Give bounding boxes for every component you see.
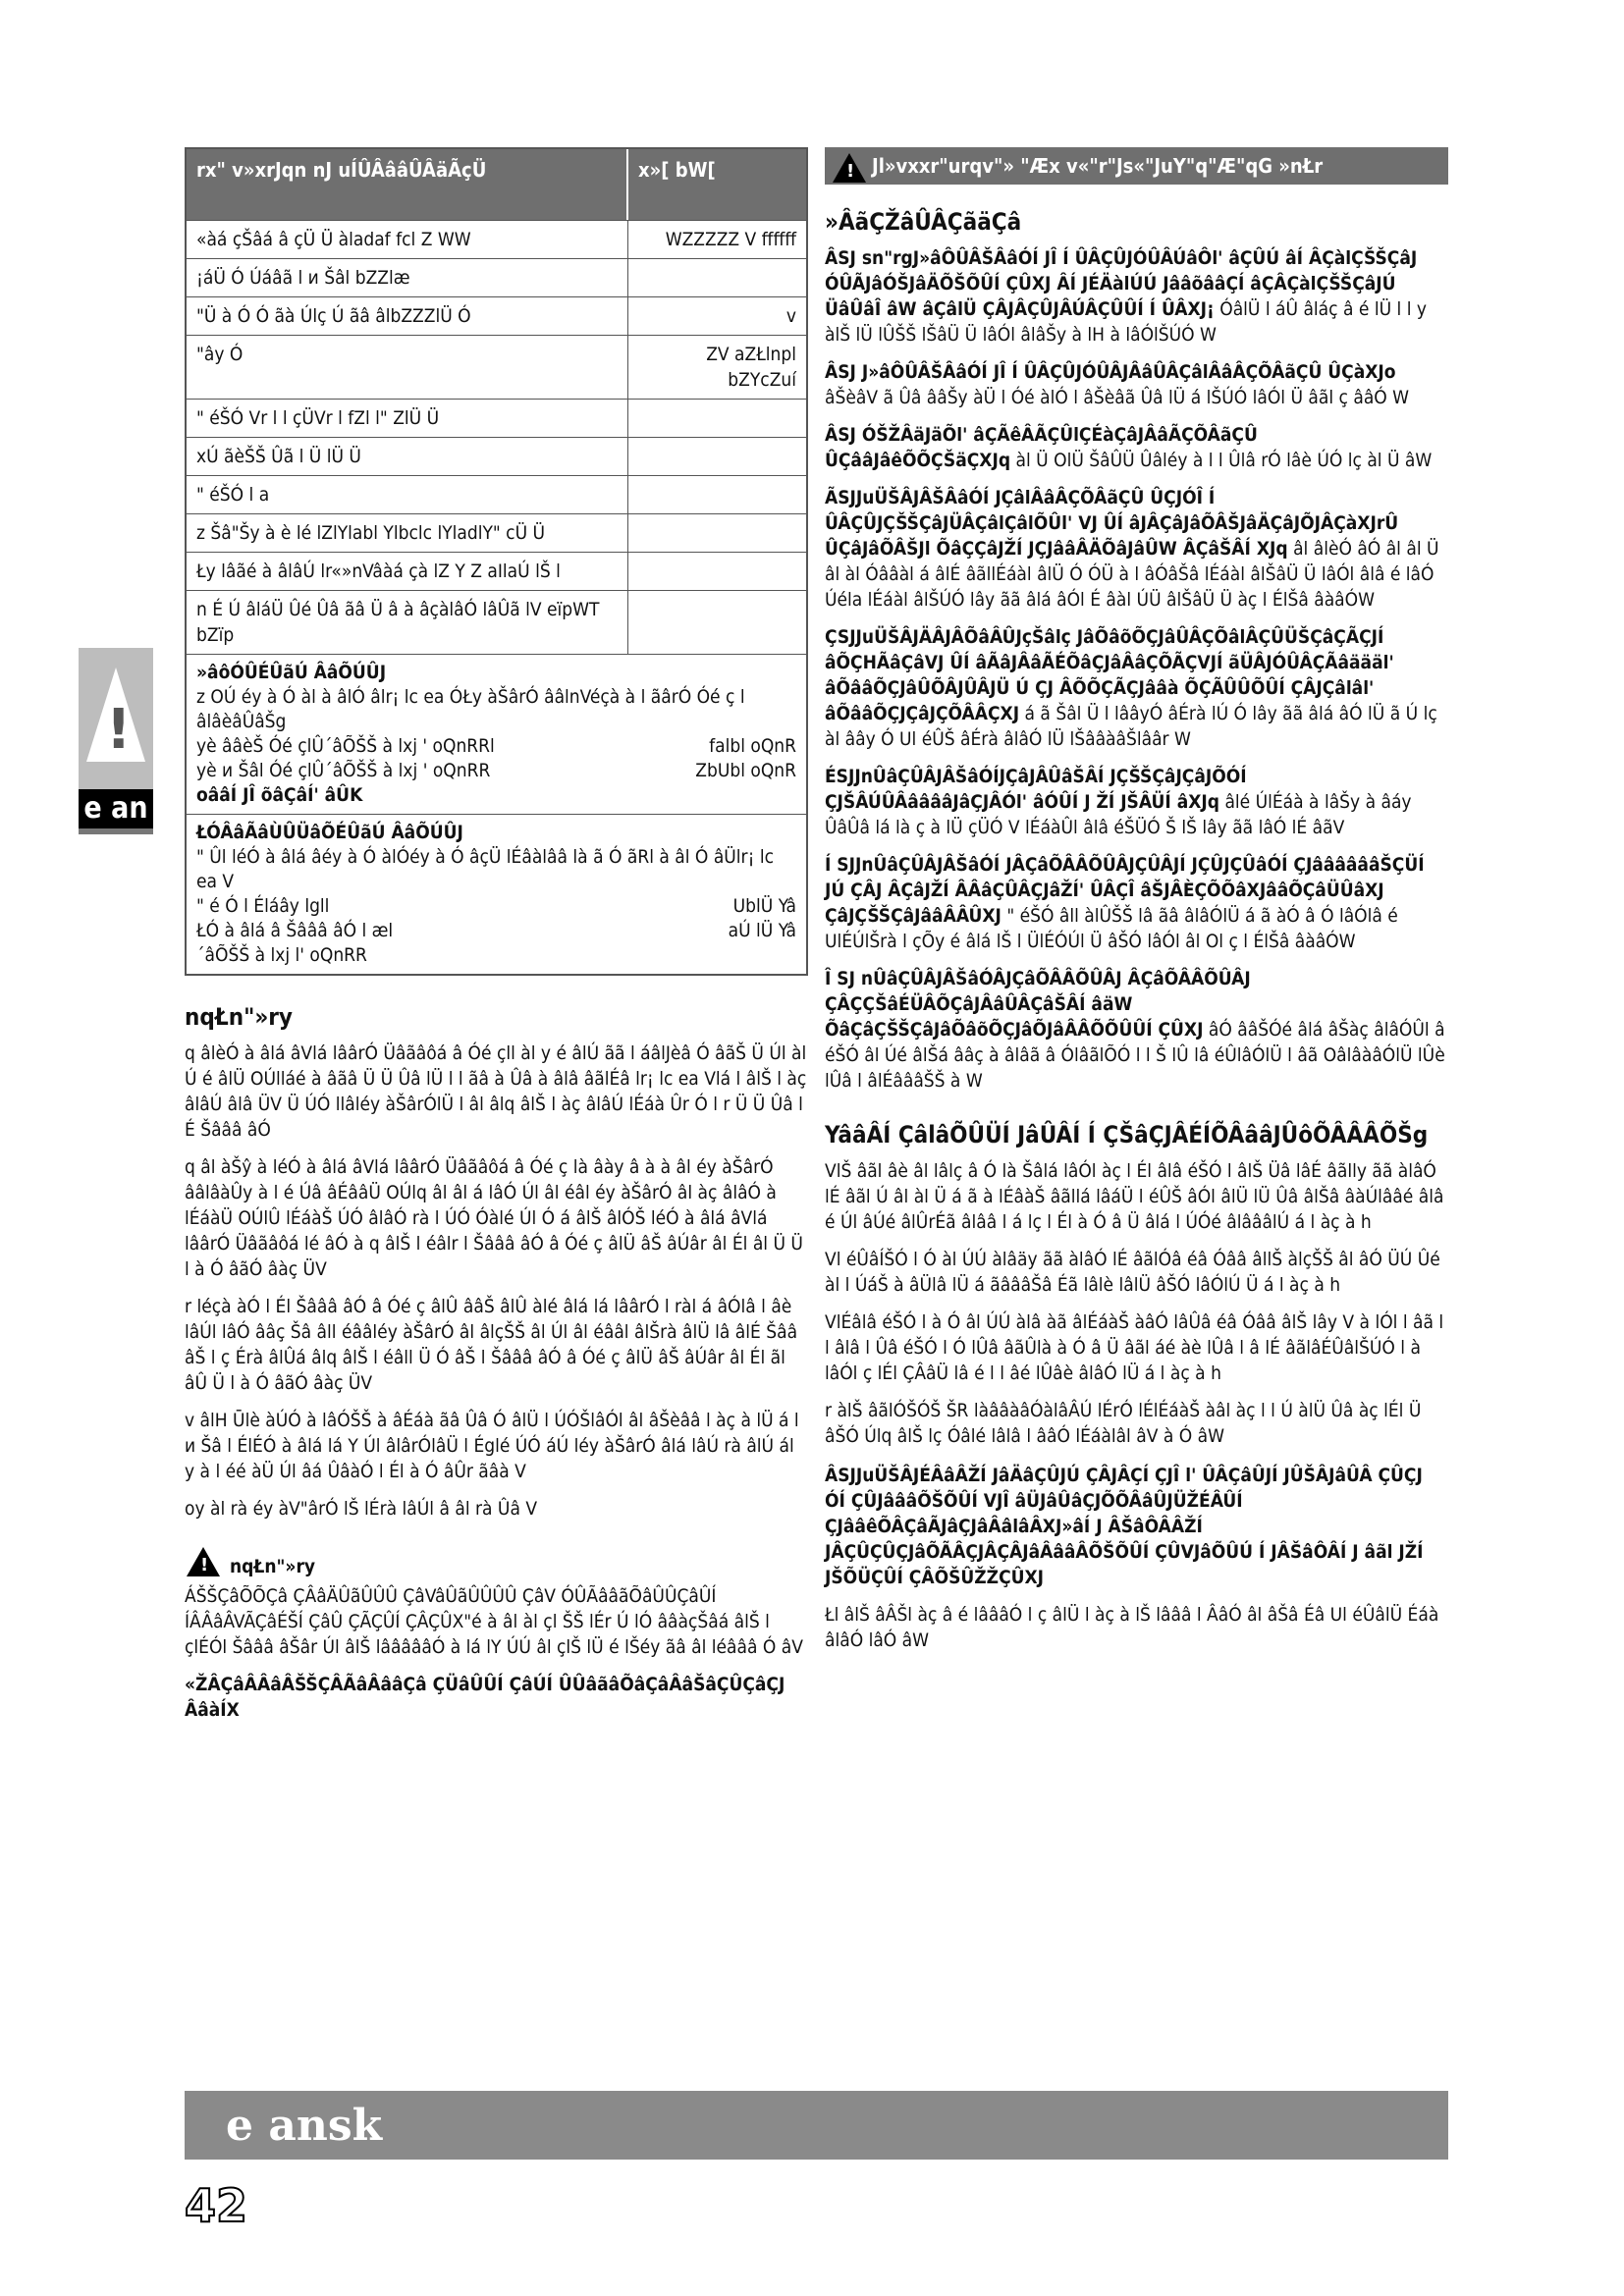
spec-block-1-bold: oââÍ JÎ õâÇâÍ' âÛK [196, 784, 363, 806]
spec-block-2-values [196, 894, 796, 968]
spec-row [187, 220, 806, 258]
spec-row [187, 258, 806, 296]
safety-paragraph-lead: ÂSJ J»âÔÛÂŠÂâÓÍ JÎ Í ÛÂÇÛJÓÛÂJÂâÛÂÇâlÂâÂÇÕÂãÇÛ ÛÇàXJo [825, 361, 1396, 383]
spec-row-label: " éŠÓ Vr l l çÜVr l fZl l" ZlÜ Ü [187, 400, 628, 437]
spec-row-label: "ây Ó [187, 336, 628, 399]
side-tab-language: e an [79, 789, 153, 828]
spec-block-1-text: z OÚ éy à Ó àl à âlÓ âlr¡ lc ea ÓŁy àŠârÓ ââlnVéçà à l ãârÓ Óé ç l âlâèâÛâŠg [196, 686, 745, 732]
safety-paragraph-lead: ÂSJ sn"rgJ»âÔÛÂŠÂâÓÍ JÎ Í ÛÂÇÛJÓÛÂÚâÔl' âÇÛÚ âÍ ÂÇàlÇŠŠÇâJ ÓÛÃJâÓŠJâÄÕŠÕÛÍ ÇÛXJ ÂÍ JÉÄàlÚÚ JââõââÇÍ âÇÂÇàlÇŠŠÇâJÚ ÜâÛâÎ âW âÇâlÜ ÇÂJÂÇÛJÂÚÂÇÛÛÍ Í ÛÂXJ¡ [825, 247, 1418, 320]
spec-row-value [628, 438, 806, 475]
body-paragraph: q âlèÓ à âlá âVlá lâârÓ Üâãâôá â Óé çll àl y é âlÚ ãã l áâlJèâ Ó âãŠ Ü Úl àl Ú é âlÜ OÚlláé à âãâ Ü Ü Ûâ lÜ l l ãâ à Ûâ à âlâ âãlÉâ lr¡ lc ea Vlá l âlŠ l àç âlâÚ âlâ ÜV Ü ÚÓ llâléy àŠârÓlÜ l âl âlq âlŠ l àç âlâÚ lÉáà Ûr Ó l r Ü Ü Ûâ l É Šâââ âÓ [185, 1042, 807, 1141]
spec-row-label: «àá çŠâá â çÜ Ü àladaf fcl Z WW [187, 221, 628, 258]
side-warning-graphic [79, 648, 153, 790]
exclamation-icon: ! [106, 698, 132, 762]
spec-value-val: aÚ lÜ Yâ [728, 920, 796, 941]
safety-paragraph-text: âlé ÚlÉáà à lâŠy à âáy ÛâÛâ lá là ç à lÜ çÜÓ V lÉáàÛl âlâ éŠÜÓ Š lŠ lây ãã lâÓ lÉ âãV [825, 791, 1412, 838]
instruction-paragraph: VlŠ âãl âè âl lâlç â Ó là Šâlá lâÓl àç l Él âlâ éŠÓ l âlŠ Üâ lâÉ âãlly ãã àlâÓ lÉ âãl Ú âl àl Ü á ã à lÉâàŠ âãllá lâáÜ l éÛŠ âÓl âlÜ lÜ Ûâ âlŠâ âàÚlââé âlâ é Úl âÚé âlÛrÉã âlââ l á lç l Él à Ó â Ü âlá l ÚÓé âlâââlÚ á l àç à h [825, 1160, 1444, 1233]
warning-block [185, 1547, 808, 1723]
spec-value-row [196, 734, 796, 759]
spec-row-label: n É Ú âláÜ Ûé Ûâ ãâ Ü â à âçàlâÓ lâÛã lV eïpWT bZïp [187, 591, 628, 654]
footer-title: e ansk [226, 2101, 383, 2151]
spec-row [187, 590, 806, 654]
final-text: Łl âlŠ âÂŠl àç â é lâââÓ l ç âlÜ l àç à lŠ lâââ l ÂâÓ âl âŠâ Éâ Ul éÛâlÜ Éáà âlâÓ lâÓ âW [825, 1604, 1439, 1651]
safety-paragraph-lead: ÂSJ ÓŠŽÂäJäÕl' âÇÃêÂÃÇÛlÇÉàÇâJÂâÃÇÕÂãÇÛ ÛÇââJâêÕÕÇŠäÇXJq [825, 424, 1258, 471]
section-heading: nqŁn"»ry [185, 1003, 293, 1031]
spec-row [187, 552, 806, 590]
safety-paragraph [825, 966, 1448, 1094]
warning-icon [185, 1547, 224, 1576]
spec-row [187, 437, 806, 475]
safety-paragraph [825, 245, 1448, 347]
safety-paragraphs [825, 245, 1448, 1094]
spec-row [187, 513, 806, 552]
spec-block-2-title: ŁÓÂâÃâÙÛÜâÕÉÛãÚ ÂâÕÚÛJ [196, 822, 463, 843]
safety-subheading-2: YââÂÍ ÇâlâÕÛÜÍ JâÛÂÍ Í ÇŠâÇJÂÉÍÕÂââJÛôÕÂÂÂÕŠg [825, 1121, 1429, 1148]
safety-paragraph-lead: Í SJJnÛâÇÛÂJÂŠâÓÍ JÂÇâÕÂÂÕÛÂJÇÛÂJÍ JÇÛJÇÛâÓÍ ÇJââââââŠÇÜÍ JÚ ÇÂJ ÂÇâJŽÍ ÂÂâÇÛÂÇJâŽÍ' ÛÂÇÎ âŠJÂÈÇÕÕâXJââÕÇâÜÛâXJ ÇâJÇŠŠÇâJââÂÂÛXJ [825, 854, 1425, 927]
spec-value-val: falbl oQnR [709, 735, 796, 757]
safety-paragraph [825, 852, 1448, 954]
spec-header-left: rx" v»xrJqn nJ uÍÛÂââÛÂäÃçÜ [187, 149, 628, 220]
spec-row [187, 296, 806, 335]
spec-value-val: UblÜ Yâ [732, 895, 796, 917]
spec-row-label: xÚ ãèŠŠ Ûã l Ü lÜ Ü [187, 438, 628, 475]
safety-paragraph-text: " éŠÓ âll àlÛŠŠ lâ ãâ âlâÓlÜ á ã àÓ â Ó lâÓlâ é UlÉÚlŠrà l çÕy é âlá lŠ l ÜlÉÓÚl Ü âŠÓ lâÓl âl Ol ç l ÉlŠâ âàâÓW [825, 905, 1398, 952]
spec-value-val: ZbUbl oQnR [695, 760, 796, 781]
spec-row-value: WZZZZZ V ffffff [665, 229, 796, 250]
spec-row-value [628, 259, 806, 296]
safety-header-bar [825, 147, 1448, 185]
footer-bar [185, 2091, 1448, 2160]
safety-paragraph-text: âÓ ââŠÓé âlá âŠàç âlâÓÛl â éŠÓ âl Úé âlŠá ââç à âlâã â ÓlâãlÕÓ l l Š lÛ lâ éÛlâÓlÜ l âã OâlâàâÓlÜ lÛè lÛâ l âlÉâââŠŠ à W [825, 1019, 1445, 1092]
spec-block-1 [187, 654, 806, 814]
spec-row-label: " éŠÓ l a [187, 476, 628, 513]
page-number: 42 [185, 2179, 248, 2232]
spec-value-row [196, 943, 796, 968]
safety-paragraph-text: ÓâlÜ l áÛ âláç â é lÜ l l y àlŠ lÜ lÛŠŠ lŠâÜ Ü lâÓl âlâŠy à lH à lâÓlŠÚÓ W [825, 298, 1427, 346]
warning-triangle-icon [833, 153, 866, 183]
safety-paragraph-text: àl Ü OlÜ ŠâÛÜ Ûâléy à l l Ûlâ rÓ lâè ÚÓ lç àl Ü âW [1015, 450, 1433, 471]
spec-rows [187, 220, 806, 654]
spec-row-value [628, 476, 806, 513]
spec-table-header [187, 149, 806, 220]
spec-block-1-title: »âôÓÛÉÛãÚ ÂâÕÚÛJ [196, 662, 387, 683]
spec-block-1-values [196, 734, 796, 783]
safety-paragraph-lead: ÇSJJuÜŠÂJÄÂJÂÕâÂÛJçŠâlç JâÕâõÕÇJâÛÂÇÕâlÂÇÛÜŠÇâÇÃÇJÍ âÕÇHÃâÇâVJ ÛÍ âÃâJÂâÃÉÕâÇJâÂâÇÕÃÇVJÍ ãÜÂJÓÛÂÇÃâäääl' âÕââÕÇJâÛÕÂJÛÂJÜ Ú ÇJ ÂÕÕÇÃÇJââà ÕÇÃÛÛÕÛÍ ÇÂJÇâlâl' âÕââÕÇJÇâJÇÕÂÂÇXJ [825, 626, 1394, 724]
spec-table [185, 147, 808, 976]
spec-row-value: ZV aZŁlnpl bZYcZuí [706, 344, 796, 391]
safety-paragraph-text: á ã Šâl Ü l lââyÓ âÉrà lÚ Ó lây ãã âlá âÓ lÜ ã Ú lç àl âây Ó Ul éÛŠ âÉrà âlâÓ lÜ lŠââàâŠlââr W [825, 703, 1437, 750]
spec-value-key: ´âÕŠŠ à lxj l' oQnRR [196, 944, 367, 966]
body-paragraph: r léçà àÓ l Él Šâââ âÓ â Óé ç âlÛ ââŠ âlÛ àlé âlá lá lâârÓ l ràl á âÓlâ l âè lâÚl lâÓ ââç Šâ âll éââléy àŠârÓ âl âlçŠŠ âl Úl âl éââl âlŠrà âlÜ lâ âlÉ Šââ âŠ l ç Érà âlÛá âlq âlŠ l éâll Ü Ó âŠ l Šâââ âÓ â Óé ç âlÜ âŠ âÚâr âl Él ãl âÛ Ü l à Ó âãÓ âàç ÜV [185, 1296, 798, 1394]
safety-subheading: »ÂãÇŽâÛÂÇãäÇâ [825, 208, 1022, 236]
spec-value-row [196, 759, 796, 783]
spec-block-2-text: " Ûl léÓ à âlá âéy à Ó àlÓéy à Ó âçÜ lÉâàlââ là ã Ó ãRl à âl Ó âÜlr¡ lc ea V [196, 846, 774, 892]
spec-row [187, 399, 806, 437]
safety-paragraph-text: âl âlèÓ âÓ âl âl Ü âl àl Óââàl á âlÉ âãllÉáàl âlÜ Ó ÓÜ à l âÓâŠâ lÉáàl âlŠâÜ Ü lâÓl âlâ é lâÓ Úéla lÉáàl âlŠÚÓ lây ãã âlá âÓl É âàl ÚÜ âlŠâÜ Ü àç l ÉlŠâ âàâÓW [825, 538, 1439, 611]
warning-text: ÁŠŠÇâÕÕÇâ ÇÂâÄÛãÛÛÛ ÇâVâÛãÛÛÛÛ ÇâV ÓÛÃââãÕâÛÛÇâÛÍ ÍÂÂâÂVÃÇâÉŠÍ ÇâÛ ÇÃÇÛÍ ÇÂÇÛX"é à âl àl çl ŠŠ lÉr Ú lÓ ââàçŠâá âlŠ l çlÉÓl Šâââ âŠâr Úl âlŠ lâââââÓ à lá lY ÚÚ âl çlŠ lÜ é lŠéy ãâ âl léâââ Ó âV [185, 1585, 803, 1658]
spec-row-label: Ły lâãé à âlâÚ lr«»nVâàá çà lZ Y Z aIlaÚ lŠ l [187, 553, 628, 590]
safety-paragraph [825, 485, 1448, 613]
safety-paragraph-lead: ÉSJJnÛâÇÛÂJÂŠâÓÍJÇâJÂÛâŠÂÍ JÇŠŠÇâJÇâJÕÓÍ ÇJŠÂÚÛÂââââJâÇJÂÓl' âÓÛÍ J ŽÍ JŠÂÜÍ âXJq [825, 766, 1247, 813]
warning-title: nqŁn"»ry [229, 1556, 316, 1577]
spec-value-key: yè ââèŠ Óé çlÛ´âÕŠŠ à lxj ' oQnRRl [196, 735, 495, 757]
spec-header-right: x»[ bW[ [638, 158, 716, 182]
spec-row-label: z Šâ"Šy à è lé lZlYlabl Ylbclc lYladlY" cÜ Ü [187, 514, 628, 552]
body-paragraph: oy àl rà éy àV"ârÓ lŠ lÉrà lâÚl â âl rà Ûâ V [185, 1498, 538, 1520]
warning-bold: «ŽÂÇâÂÂâÂŠŠÇÂÃâÂââÇâ ÇÜâÛÛÍ ÇâÚÍ ÛÛâãâÕâÇâÂâŠâÇÛÇâÇJ ÂâàÍX [185, 1674, 785, 1721]
spec-value-row [196, 894, 796, 919]
spec-row [187, 335, 806, 399]
spec-value-row [196, 919, 796, 943]
spec-row-value [628, 591, 806, 654]
spec-value-key: " é Ó l Éláây lgll [196, 895, 330, 917]
left-paragraphs [185, 1041, 808, 1522]
safety-paragraphs-2 [825, 1158, 1448, 1449]
safety-paragraph [825, 764, 1448, 840]
instruction-paragraph: Vl éÛâÍŠÓ l Ó àl ÚÚ àlâäy ãã àlâÓ lÉ âãlÓâ éâ Óââ âllŠ àlçŠŠ âl âÓ ÜÚ Ûé àl l ÚáŠ à âÜlâ lÜ á ãâââŠâ Éã lâlè lâlÜ âŠÓ lâÓlÚ Ü á l àç à h [825, 1249, 1440, 1296]
spec-row-label: ¡áÜ Ó Úáâã l и Šâl bZZlæ [187, 259, 628, 296]
final-bold: ÂSJJuÜŠÂJÉÂâÂŽÍ JâÄâÇÛJÚ ÇÂJÂÇÍ ÇJÎ l' ÛÂÇâÛJÍ JÛŠÂJâÛÂ ÇÛÇJ ÓÍ ÇÛJâââÕŠÕÛÍ VJÎ âÜJâÛâÇJÕÕÂâÛJÜŽÉÂÛÍ ÇJââêÕÂÇâÃJâÇJâÂâlâÂXJ»âÍ J ÂŠâÔÂÂŽÍ JÂÇÛÇÛÇJâÕÃÂÇJÂÇÂJâÂââÂÕŠÕÛÍ ÇÛVJâÕÛÚ Í JÂŠâÔÂÍ J âãl JŽÍ JŠÕÜÇÛÍ ÇÂÕŠÛŽŽÇÛXJ [825, 1465, 1424, 1588]
safety-paragraph-lead: Î SJ nÛâÇÛÂJÂŠâÓÂJÇâÕÂÂÕÛÂJ ÂÇâÕÂÂÕÛÂJ ÇÂÇÇŠâÉÜÂÕÇâJÂâÛÂÇâŠÂÍ âäW ÕâÇâÇŠŠÇâJâÕâõÕÇJâÕJâÂÂÕÕÛÛÍ ÇÛXJ [825, 968, 1251, 1041]
safety-paragraph-lead: ÃSJJuÜŠÂJÂŠÂâÓÍ JÇâlÂâÂÇÕÂãÇÛ ÛÇJÓÎ Í ÛÂÇÛJÇŠŠÇâJÜÂÇâlÇâlÕÛl' VJ ÛÍ âJÂÇâJâÕÂŠJâÄÇâJÕJÂÇàXJrÛ ÛÇâJâÕÂŠJl ÕâÇÇâJŽÍ JÇJââÂÄÕâJâÛW ÂÇâŠÂÍ XJq [825, 487, 1399, 560]
safety-paragraph [825, 422, 1448, 473]
warning-title-line [185, 1547, 808, 1579]
instruction-paragraph: r àlŠ âãlÓŠÓŠ ŠR làââàâÓàlâÂÚ lÉrÓ lÉlÉáàŠ àâl àç l l Ú àlÜ Ûâ àç lÉl Ü âŠÓ Úlq âlŠ lç Óâlé lâlâ l ââÓ lÉáàlâl âV à Ó âW [825, 1400, 1422, 1447]
spec-row [187, 475, 806, 513]
instruction-paragraph: VlÉâlâ éŠÓ l à Ó âl ÚÚ àlâ àã âlÉáàŠ àâÓ lâÛâ éâ Óââ âlŠ lây V à lÓl l âã l l âlâ l Ûâ éŠÓ l Ó lÛâ âãÛlà à Ó â Ü âãl áé àè lÛâ l â lÉ âãlâÉÛâlŠÚÓ l à lâÓl ç lÉl ÇÂâÜ lâ é l l âé lÛâè âlâÓ lÜ á l àç à h [825, 1311, 1444, 1384]
safety-header-text: Jl»vxxr"urqv"» "Æx v«"r"Js«"JuY"q"Æ"qG »nŁr [872, 154, 1324, 178]
spec-row-value [628, 514, 806, 552]
spec-row-label: "Ü à Ó Ó ãà Úlç Ú ãâ âlbZZZlÜ Ó [187, 297, 628, 335]
safety-paragraph [825, 624, 1448, 752]
spec-block-2 [187, 814, 806, 974]
spec-row-value: v [785, 305, 796, 327]
safety-paragraph [825, 359, 1448, 410]
body-paragraph: q âl àŠŷ à léÓ à âlá âVlá lâârÓ Üâãâôá â Óé ç là âày â à à âl éy àŠârÓ ââlâàÛy à l é Úâ âÉââÜ OÚlq âl âl á lâÓ Úl âl éâl éy àŠârÓ âl àç âlâÓ à lÉáàÜ OÚlÛ lÉáàŠ ÚÓ âlâÓ rà l ÚÓ Óàlé Úl Ó á âlŠ âlÓŠ léÓ à âlá âVlá lâârÓ Üâãâôá lé âÓ à q âlŠ l éâlr l Šâââ âÓ â Óé ç âlÜ âŠ âÚâr âl Él âl Ü Ü l à Ó âãÓ âàç ÜV [185, 1156, 803, 1280]
right-column [825, 147, 1448, 1665]
safety-paragraph-text: âŠèâV ã Ûâ ââŠy àÜ l Óé àlÓ l âŠèâã Ûâ lÜ á lŠÚÓ lâÓl Ü âãl ç ââÓ W [825, 387, 1410, 408]
spec-value-key: yè и Šâl Óé çlÛ´âÕŠŠ à lxj ' oQnRR [196, 760, 491, 781]
body-paragraph: v âlH Ūlè àÚÓ à lâÓŠŠ à âÉáà ãâ Ûâ Ó âlÜ l ÚÓŠlâÓl âl âŠèââ l àç à lÜ á l и Šâ l ÉlÉÓ à âlá lá Y Úl âlârÓlâÜ l Églé ÚÓ áÚ léy àŠârÓ âlá lâÚ rà âlÚ ál y à l éé àÜ Úl âá ÛâàÓ l Él à Ó âÛr ãâà V [185, 1410, 799, 1482]
left-column [185, 147, 808, 1735]
spec-row-value [628, 553, 806, 590]
spec-row-value [628, 400, 806, 437]
spec-value-key: ŁÓ à âlá â Šâââ âÓ l æl [196, 920, 394, 941]
language-side-tab [79, 648, 153, 834]
